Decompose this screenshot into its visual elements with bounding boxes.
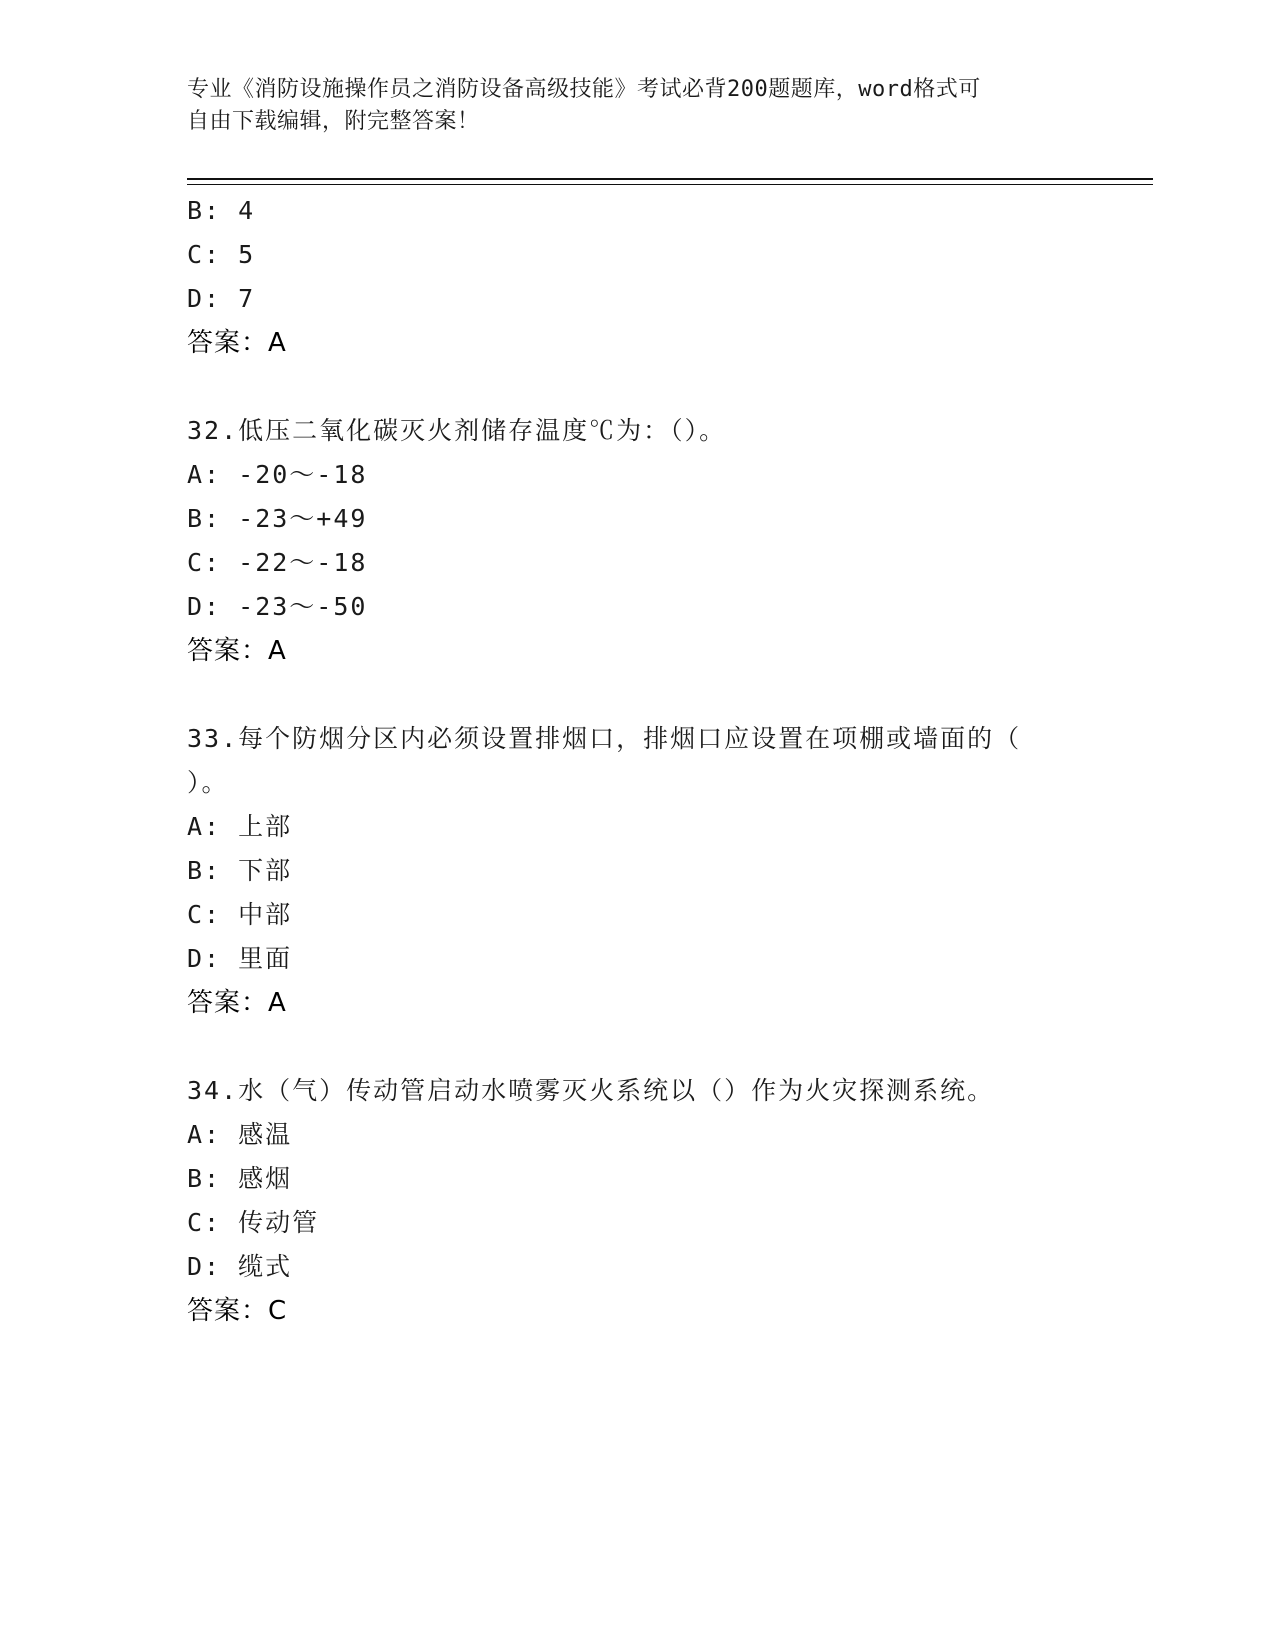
prev-option-b: B: 4	[187, 196, 256, 225]
q33-option-a: A: 上部	[187, 812, 293, 841]
prev-answer: 答案：A	[187, 328, 287, 358]
q34-option-b: B: 感烟	[187, 1164, 293, 1193]
q33-stem-line-1: 33.每个防烟分区内必须设置排烟口，排烟口应设置在项棚或墙面的（	[187, 724, 1022, 753]
q33-option-c: C: 中部	[187, 900, 293, 929]
q32-option-c: C: -22～-18	[187, 548, 368, 577]
q33-option-b: B: 下部	[187, 856, 293, 885]
q34-stem: 34.水（气）传动管启动水喷雾灭火系统以（）作为火灾探测系统。	[187, 1076, 995, 1105]
prev-option-c: C: 5	[187, 240, 256, 269]
header-line-1: 专业《消防设施操作员之消防设备高级技能》考试必背200题题库，word格式可	[187, 77, 981, 102]
document-header	[187, 74, 1067, 138]
q34-answer: 答案：C	[187, 1296, 288, 1326]
q34-option-d: D: 缆式	[187, 1252, 293, 1281]
q33-option-d: D: 里面	[187, 944, 293, 973]
q32-option-b: B: -23～+49	[187, 504, 368, 533]
prev-option-d: D: 7	[187, 284, 256, 313]
header-divider-thin	[187, 184, 1153, 185]
q32-stem: 32.低压二氧化碳灭火剂储存温度℃为：（）。	[187, 416, 727, 445]
q32-option-a: A: -20～-18	[187, 460, 368, 489]
q33-answer: 答案：A	[187, 988, 287, 1018]
q32-option-d: D: -23～-50	[187, 592, 368, 621]
header-line-2: 自由下载编辑，附完整答案！	[187, 109, 480, 134]
q34-option-a: A: 感温	[187, 1120, 293, 1149]
q33-stem-line-2: ）。	[187, 768, 229, 797]
header-divider-thick	[187, 178, 1153, 180]
q32-answer: 答案：A	[187, 636, 287, 666]
q34-option-c: C: 传动管	[187, 1208, 320, 1237]
